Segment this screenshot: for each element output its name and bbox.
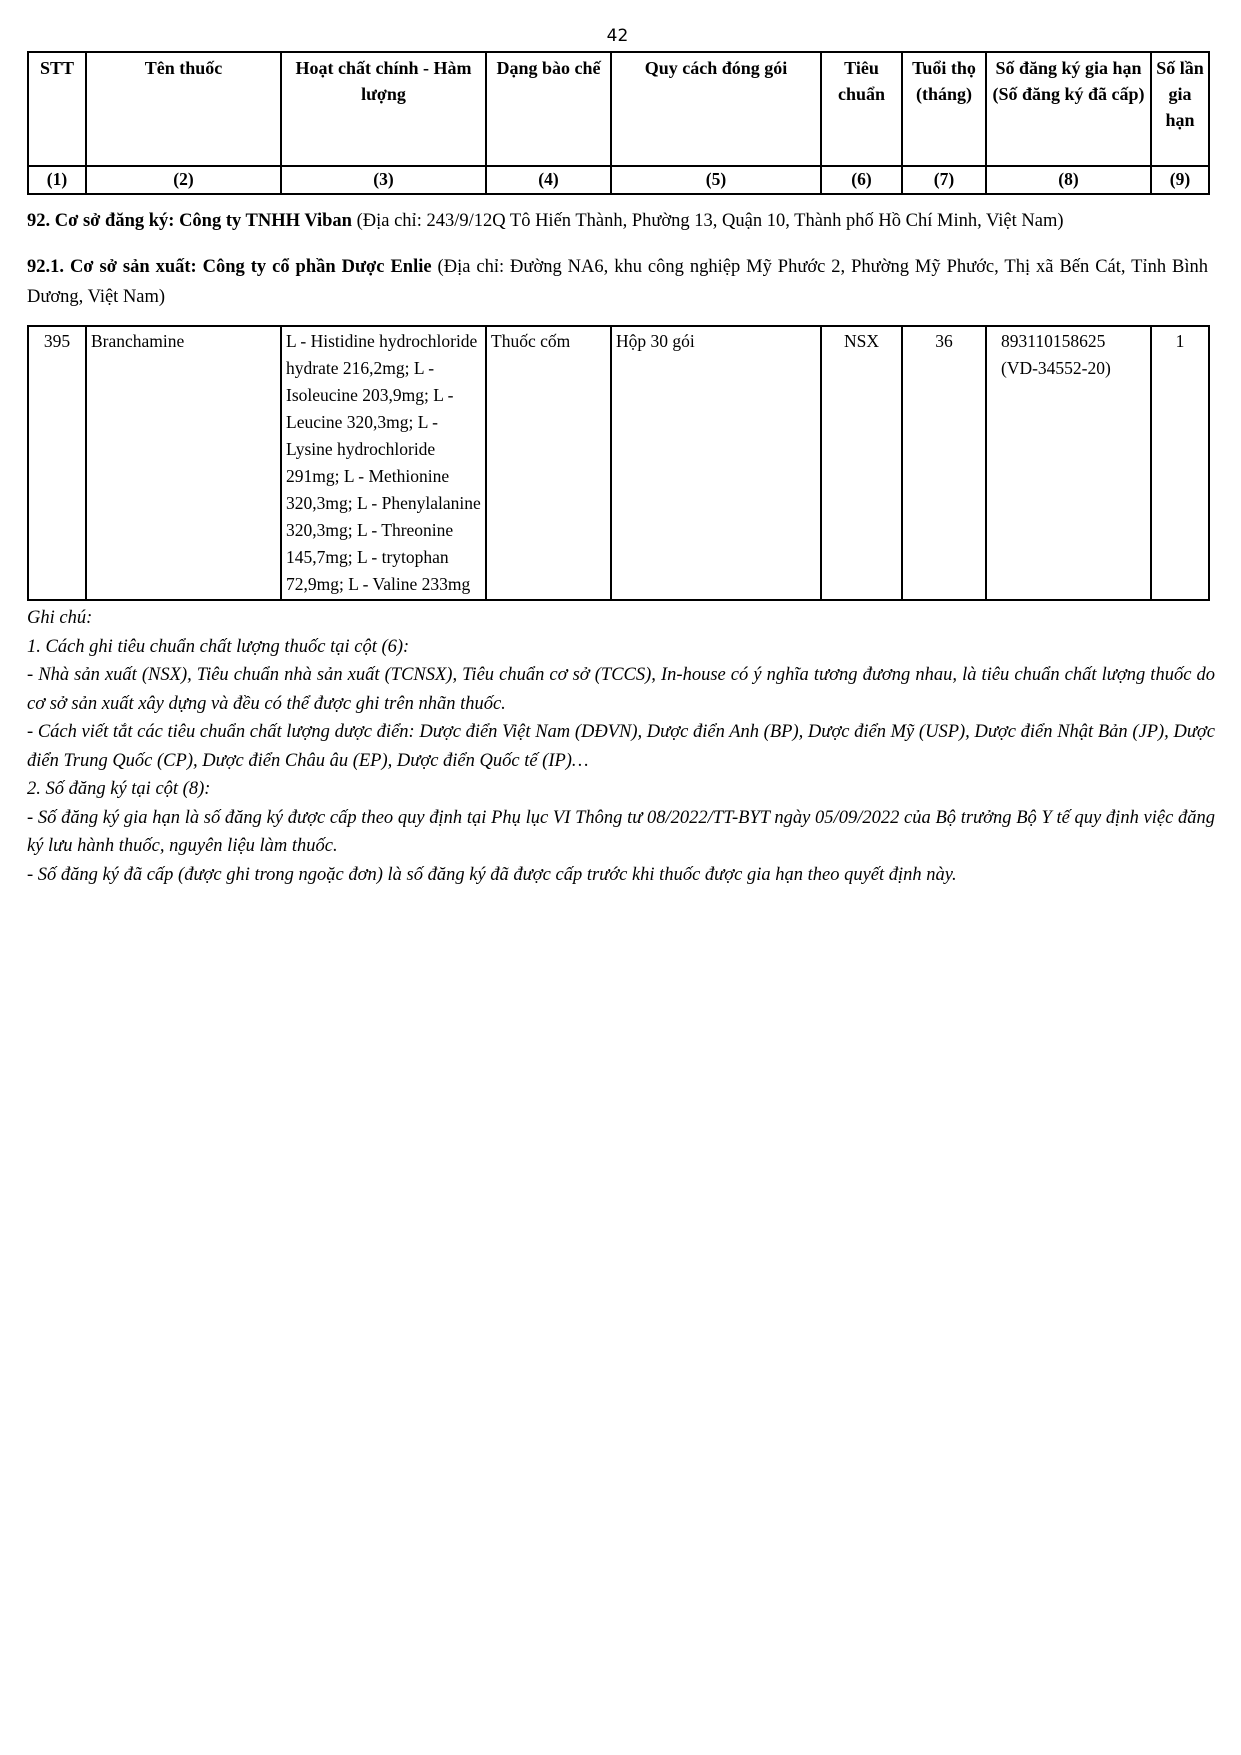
cell-tuoi-tho: 36 — [902, 326, 986, 600]
section-manufacturer-heading: 92.1. Cơ sở sản xuất: Công ty cổ phần Dược Enlie — [27, 257, 432, 277]
colnum-8: (8) — [986, 166, 1151, 194]
header-so-lan: Số lần gia hạn — [1151, 52, 1209, 166]
colnum-4: (4) — [486, 166, 611, 194]
cell-ten-thuoc: Branchamine — [86, 326, 281, 600]
note-line-5: - Số đăng ký gia hạn là số đăng ký được cấp theo quy định tại Phụ lục VI Thông tư 08/2022/TT-BYT ngày 05/09/2022 của Bộ trưởng Bộ Y tế quy định việc đăng ký lưu hành thuốc, nguyên liệu làm thuốc. — [27, 807, 1215, 856]
header-hoat-chat: Hoạt chất chính - Hàm lượng — [281, 52, 486, 166]
note-line-4: 2. Số đăng ký tại cột (8): — [27, 779, 211, 799]
header-dang-bao-che: Dạng bào chế — [486, 52, 611, 166]
colnum-3: (3) — [281, 166, 486, 194]
page-number: 42 — [606, 26, 629, 46]
header-ten-thuoc: Tên thuốc — [86, 52, 281, 166]
section-manufacturer-address: (Địa chỉ: Đường NA6, khu công nghiệp Mỹ Phước 2, Phường Mỹ Phước, Thị xã Bến Cát, Tỉnh Bình Dương, Việt Nam) — [27, 257, 1208, 307]
drug-table-body — [27, 325, 1210, 601]
notes-section — [27, 604, 1215, 889]
header-stt: STT — [28, 52, 86, 166]
note-line-6: - Số đăng ký đã cấp (được ghi trong ngoặc đơn) là số đăng ký đã được cấp trước khi thuốc được gia hạn theo quyết định này. — [27, 864, 957, 885]
cell-hoat-chat: L - Histidine hydrochloride hydrate 216,2mg; L - Isoleucine 203,9mg; L - Leucine 320,3mg; L - Lysine hydrochloride 291mg; L - Methionine 320,3mg; L - Phenylalanine 320,3mg; L - Threonine 145,7mg; L - trytophan 72,9mg; L - Valine 233mg — [281, 326, 486, 600]
drug-table-header — [27, 51, 1210, 195]
colnum-2: (2) — [86, 166, 281, 194]
header-tieu-chuan: Tiêu chuẩn — [821, 52, 902, 166]
cell-quy-cach: Hộp 30 gói — [611, 326, 821, 600]
cell-so-dang-ky: 893110158625 (VD-34552-20) — [986, 326, 1151, 600]
note-line-2: - Nhà sản xuất (NSX), Tiêu chuẩn nhà sản xuất (TCNSX), Tiêu chuẩn cơ sở (TCCS), In-house có ý nghĩa tương đương nhau, là tiêu chuẩn chất lượng thuốc do cơ sở sản xuất xây dựng và đều có thể được ghi trên nhãn thuốc. — [27, 665, 1215, 714]
colnum-5: (5) — [611, 166, 821, 194]
header-row — [28, 52, 1209, 166]
header-so-dang-ky: Số đăng ký gia hạn (Số đăng ký đã cấp) — [986, 52, 1151, 166]
note-line-1: 1. Cách ghi tiêu chuẩn chất lượng thuốc tại cột (6): — [27, 636, 410, 657]
cell-tieu-chuan: NSX — [821, 326, 902, 600]
cell-so-lan: 1 — [1151, 326, 1209, 600]
cell-dang-bao-che: Thuốc cốm — [486, 326, 611, 600]
colnum-1: (1) — [28, 166, 86, 194]
note-line-3: - Cách viết tắt các tiêu chuẩn chất lượng dược điển: Dược điển Việt Nam (DĐVN), Dược điển Anh (BP), Dược điển Mỹ (USP), Dược điển Nhật Bản (JP), Dược điển Trung Quốc (CP), Dược điển Châu âu (EP), Dược điển Quốc tế (IP)… — [27, 722, 1215, 771]
column-number-row — [28, 166, 1209, 194]
section-registrant-address: (Địa chỉ: 243/9/12Q Tô Hiến Thành, Phường 13, Quận 10, Thành phố Hồ Chí Minh, Việt Nam) — [351, 211, 1064, 231]
section-registrant-heading: 92. Cơ sở đăng ký: Công ty TNHH Viban — [27, 211, 352, 231]
colnum-7: (7) — [902, 166, 986, 194]
colnum-9: (9) — [1151, 166, 1209, 194]
colnum-6: (6) — [821, 166, 902, 194]
header-tuoi-tho: Tuổi thọ (tháng) — [902, 52, 986, 166]
section-registrant — [27, 206, 1208, 236]
cell-stt: 395 — [28, 326, 86, 600]
section-manufacturer — [27, 252, 1208, 312]
notes-title: Ghi chú: — [27, 608, 93, 628]
header-quy-cach: Quy cách đóng gói — [611, 52, 821, 166]
table-row — [28, 326, 1209, 600]
